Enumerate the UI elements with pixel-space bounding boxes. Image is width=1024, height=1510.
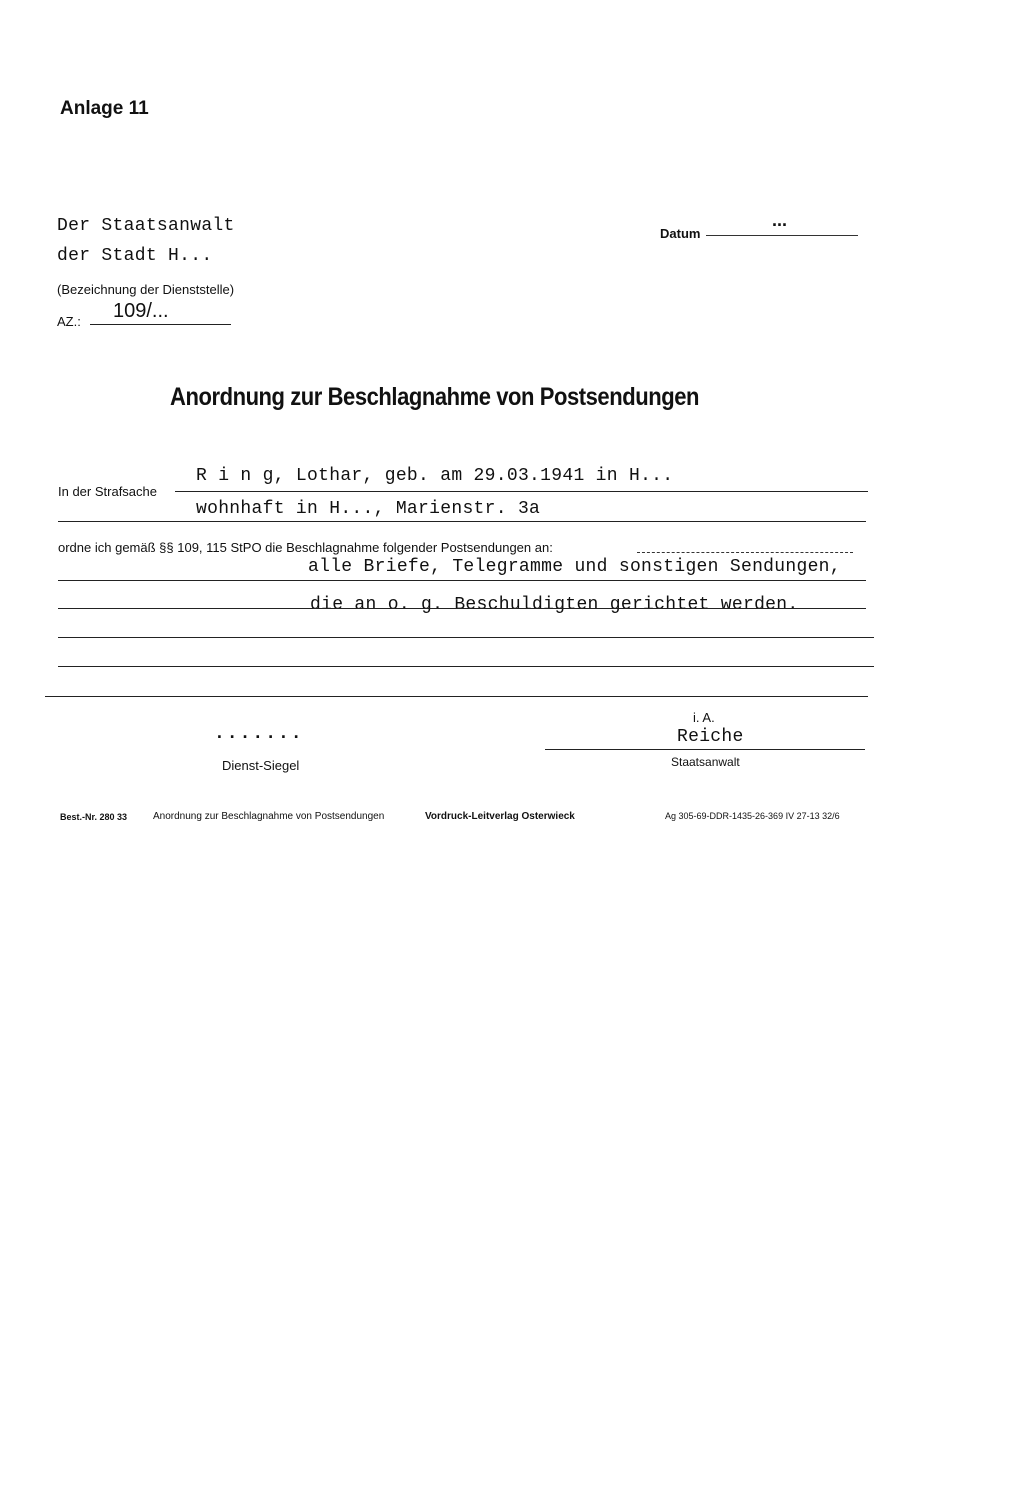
signature-ia: i. A. xyxy=(693,710,715,725)
date-value: ... xyxy=(772,210,788,230)
annex-label: Anlage 11 xyxy=(60,98,149,119)
az-rule xyxy=(90,324,231,325)
case-label: In der Strafsache xyxy=(58,484,157,499)
seal-label: Dienst-Siegel xyxy=(222,758,300,773)
order-rule-1 xyxy=(58,580,866,581)
sender-line-2: der Stadt H... xyxy=(57,246,213,266)
footer-order-number: Best.-Nr. 280 33 xyxy=(60,812,128,822)
footer-print-code: Ag 305-69-DDR-1435-26-369 IV 27-13 32/6 xyxy=(665,811,840,821)
order-intro: ordne ich gemäß §§ 109, 115 StPO die Beschlagnahme folgender Postsendungen an: xyxy=(58,540,553,555)
blank-rule-3 xyxy=(45,696,868,697)
order-intro-rule xyxy=(637,552,853,553)
case-rule-1 xyxy=(175,491,868,492)
order-rule-2 xyxy=(58,608,866,609)
page-title: Anordnung zur Beschlagnahme von Postsendungen xyxy=(170,383,700,411)
blank-rule-2 xyxy=(58,666,874,667)
az-value: 109/... xyxy=(113,300,169,322)
signature-title: Staatsanwalt xyxy=(671,755,740,769)
order-line-1: alle Briefe, Telegramme und sonstigen Sendungen, xyxy=(308,557,841,577)
sender-caption: (Bezeichnung der Dienststelle) xyxy=(57,282,235,297)
case-line-2: wohnhaft in H..., Marienstr. 3a xyxy=(196,499,541,519)
footer-form-title: Anordnung zur Beschlagnahme von Postsendungen xyxy=(153,811,385,822)
date-label: Datum xyxy=(660,226,701,241)
az-label: AZ.: xyxy=(57,314,81,329)
date-rule xyxy=(706,235,858,236)
seal-dots: ....... xyxy=(214,724,304,744)
case-rule-2 xyxy=(58,521,866,522)
signature-rule xyxy=(545,749,865,750)
case-line-1: R i n g, Lothar, geb. am 29.03.1941 in H... xyxy=(196,466,674,486)
sender-line-1: Der Staatsanwalt xyxy=(57,216,235,236)
signature-name: Reiche xyxy=(677,727,744,747)
order-line-2: die an o. g. Beschuldigten gerichtet werden. xyxy=(310,595,799,615)
blank-rule-1 xyxy=(58,637,874,638)
footer-publisher: Vordruck-Leitverlag Osterwieck xyxy=(425,811,575,822)
